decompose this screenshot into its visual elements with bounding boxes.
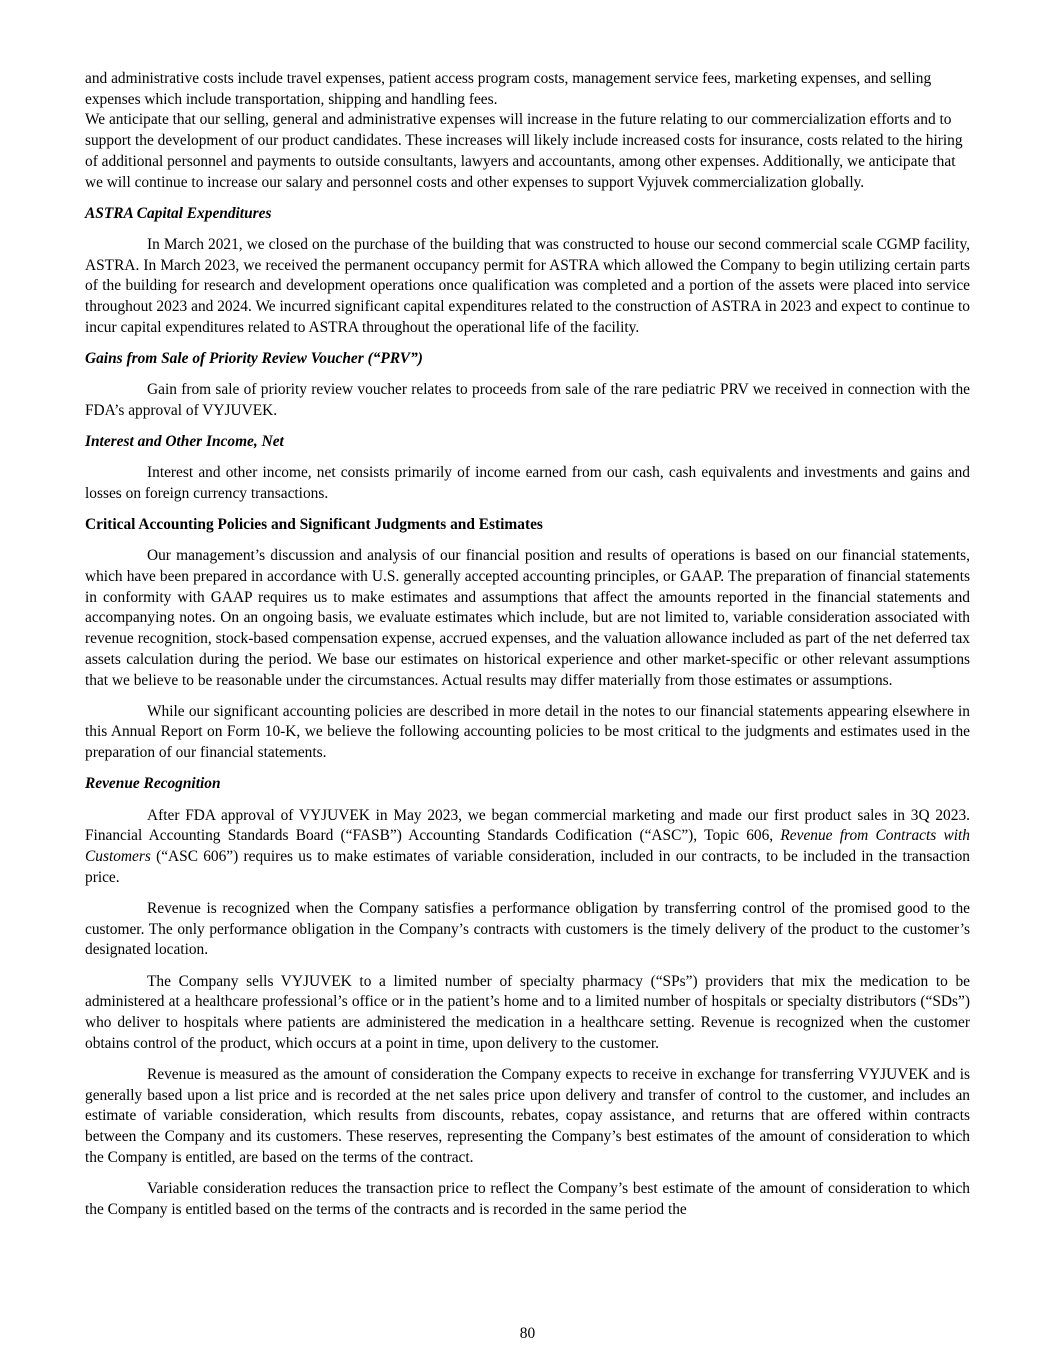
section-heading: Revenue Recognition bbox=[85, 775, 221, 793]
paragraph: Our management’s discussion and analysis of our financial position and results of operations is based on our financial statements, which have been prepared in accordance with U.S. generally accepted accounting principles, or GAAP. The preparation of financial statements in conformity with GAAP requires us to make estimates and assumptions that affect the amounts reported in the financial statements and accompanying notes. On an ongoing basis, we evaluate estimates which include, but are not limited to, variable consideration associated with revenue recognition, stock-based compensation expense, accrued expenses, and the valuation allowance included as part of the net deferred tax assets calculation during the period. We base our estimates on historical experience and other market-specific or other relevant assumptions that we believe to be reasonable under the circumstances. Actual results may differ materially from those estimates or assumptions. bbox=[85, 547, 970, 689]
paragraph: In March 2021, we closed on the purchase of the building that was constructed to house our second commercial scale CGMP facility, ASTRA. In March 2023, we received the permanent occupancy permit for ASTRA which allowed the Company to begin utilizing certain parts of the building for research and development operations once qualification was completed and a portion of the assets were placed into service throughout 2023 and 2024. We incurred significant capital expenditures related to the construction of ASTRA in 2023 and expect to continue to incur capital expenditures related to ASTRA throughout the operational life of the facility. bbox=[85, 235, 970, 336]
paragraph: Revenue is measured as the amount of consideration the Company expects to receive in exchange for transferring VYJUVEK and is generally based upon a list price and is recorded at the net sales price upon delivery and transfer of control to the customer, and includes an estimate of variable consideration, which results from discounts, rebates, copay assistance, and returns that are offered within contracts between the Company and its customers. These reserves, representing the Company’s best estimates of the amount of consideration to which the Company is entitled, are based on the terms of the contract. bbox=[85, 1065, 970, 1166]
paragraph: and administrative costs include travel expenses, patient access program costs, management service fees, marketing expenses, and selling expenses which include transportation, shipping and handling fees. bbox=[85, 70, 932, 108]
paragraph bbox=[85, 806, 970, 889]
paragraph: Gain from sale of priority review voucher relates to proceeds from sale of the rare pediatric PRV we received in connection with the FDA’s approval of VYJUVEK. bbox=[85, 381, 970, 419]
text-run: After FDA approval of VYJUVEK in May 2023, we began commercial marketing and made our first product sales in 3Q 2023. Financial Accounting Standards Board (“FASB”) Accounting Standards Codification (“ASC”), Topic 606, bbox=[85, 806, 970, 845]
page-number: 80 bbox=[519, 1325, 536, 1342]
paragraph: While our significant accounting policies are described in more detail in the notes to our financial statements appearing elsewhere in this Annual Report on Form 10-K, we believe the following accounting policies to be most critical to the judgments and estimates used in the preparation of our financial statements. bbox=[85, 702, 970, 762]
paragraph: Revenue is recognized when the Company satisfies a performance obligation by transferring control of the promised good to the customer. The only performance obligation in the Company’s contracts with customers is the timely delivery of the product to the customer’s designated location. bbox=[85, 899, 970, 959]
section-heading: Critical Accounting Policies and Significant Judgments and Estimates bbox=[85, 516, 543, 534]
paragraph: The Company sells VYJUVEK to a limited number of specialty pharmacy (“SPs”) providers that mix the medication to be administered at a healthcare professional’s office or in the patient’s home and to a limited number of hospitals or specialty distributors (“SDs”) who deliver to hospitals where patients are administered the medication in a healthcare setting. Revenue is recognized when the customer obtains control of the product, which occurs at a point in time, upon delivery to the customer. bbox=[85, 972, 970, 1052]
document-body bbox=[85, 69, 970, 1231]
italic-title: Revenue from Contracts with Customers bbox=[85, 827, 971, 865]
section-heading: Interest and Other Income, Net bbox=[85, 433, 284, 451]
paragraph: Interest and other income, net consists primarily of income earned from our cash, cash equivalents and investments and gains and losses on foreign currency transactions. bbox=[85, 464, 970, 502]
section-heading: Gains from Sale of Priority Review Voucher (“PRV”) bbox=[85, 349, 423, 367]
paragraph: Variable consideration reduces the transaction price to reflect the Company’s best estimate of the amount of consideration to which the Company is entitled based on the terms of the contracts and is recorded in the same period the bbox=[85, 1179, 970, 1218]
text-run: (“ASC 606”) requires us to make estimates of variable consideration, included in our contracts, to be included in the transaction price. bbox=[85, 848, 970, 886]
section-heading: ASTRA Capital Expenditures bbox=[85, 204, 272, 222]
paragraph: We anticipate that our selling, general and administrative expenses will increase in the future relating to our commercialization efforts and to support the development of our product candidates. These increases will likely include increased costs for insurance, costs related to the hiring of additional personnel and payments to outside consultants, lawyers and accountants, among other expenses. Additionally, we anticipate that we will continue to increase our salary and personnel costs and other expenses to support Vyjuvek commercialization globally. bbox=[85, 111, 963, 191]
